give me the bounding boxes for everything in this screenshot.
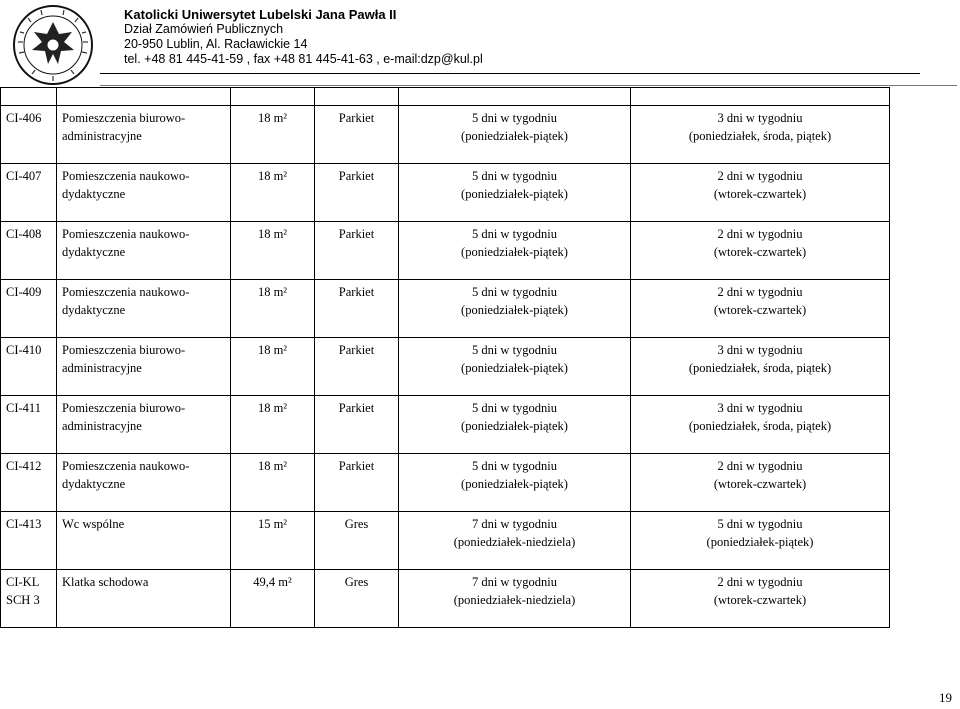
cleaning-frequency-days: (poniedziałek-piątek) — [461, 419, 568, 433]
room-area-text: 18 m² — [257, 169, 288, 183]
room-area — [231, 512, 315, 570]
floor-type — [315, 106, 399, 164]
cleaning-frequency-days: (poniedziałek-niedziela) — [453, 593, 576, 607]
university-seal — [6, 4, 101, 86]
cleaning-frequency-secondary-count: 3 dni w tygodniu — [717, 401, 803, 415]
floor-type-text: Parkiet — [338, 459, 375, 473]
cleaning-frequency-secondary-count: 3 dni w tygodniu — [717, 111, 803, 125]
room-code-text: CI-406 — [6, 111, 42, 125]
floor-type-text: Parkiet — [338, 343, 375, 357]
cleaning-frequency-days: (poniedziałek-piątek) — [461, 245, 568, 259]
cleaning-frequency-count: 5 dni w tygodniu — [471, 343, 558, 357]
cleaning-frequency-secondary — [631, 222, 890, 280]
floor-type — [315, 280, 399, 338]
cleaning-frequency-secondary-count: 3 dni w tygodniu — [717, 343, 803, 357]
room-area — [231, 570, 315, 628]
table-row — [1, 454, 890, 512]
room-code — [1, 454, 57, 512]
cleaning-frequency — [399, 222, 631, 280]
room-type-text: Pomieszczenia naukowo-dydaktyczne — [62, 227, 190, 259]
cleaning-frequency-secondary-days: (wtorek-czwartek) — [713, 245, 807, 259]
room-code-text: CI-412 — [6, 459, 42, 473]
cleaning-frequency-secondary — [631, 164, 890, 222]
letterhead — [124, 7, 483, 67]
cleaning-frequency — [399, 164, 631, 222]
cleaning-frequency-secondary-count: 2 dni w tygodniu — [717, 575, 803, 589]
page-number: 19 — [939, 690, 952, 705]
cleaning-frequency-secondary-count: 2 dni w tygodniu — [717, 169, 803, 183]
room-type-text: Pomieszczenia naukowo-dydaktyczne — [62, 169, 190, 201]
room-type-text: Pomieszczenia biurowo-administracyjne — [62, 111, 186, 143]
floor-type — [315, 222, 399, 280]
cleaning-frequency — [399, 106, 631, 164]
floor-type-text: Gres — [344, 517, 369, 531]
cleaning-frequency — [399, 280, 631, 338]
room-type — [57, 570, 231, 628]
room-type — [57, 222, 231, 280]
cleaning-frequency — [399, 338, 631, 396]
table-top-row — [1, 88, 890, 106]
room-type — [57, 106, 231, 164]
cleaning-frequency-count: 5 dni w tygodniu — [471, 227, 558, 241]
department-name: Dział Zamówień Publicznych — [124, 22, 284, 36]
floor-type — [315, 338, 399, 396]
room-code-text: CI-410 — [6, 343, 42, 357]
floor-type — [315, 570, 399, 628]
table-row — [1, 338, 890, 396]
room-code-text: CI-408 — [6, 227, 42, 241]
floor-type-text: Parkiet — [338, 169, 375, 183]
cleaning-frequency-secondary — [631, 454, 890, 512]
cleaning-frequency — [399, 454, 631, 512]
room-area — [231, 164, 315, 222]
cleaning-frequency-secondary — [631, 106, 890, 164]
room-area-text: 18 m² — [257, 111, 288, 125]
room-code-text: CI-413 — [6, 517, 42, 531]
room-code-text: CI-409 — [6, 285, 42, 299]
floor-type-text: Parkiet — [338, 285, 375, 299]
room-code — [1, 570, 57, 628]
cleaning-frequency-days: (poniedziałek-piątek) — [461, 303, 568, 317]
room-code — [1, 222, 57, 280]
room-type — [57, 512, 231, 570]
room-code — [1, 512, 57, 570]
room-area-text: 18 m² — [257, 459, 288, 473]
room-code — [1, 164, 57, 222]
cleaning-frequency-days: (poniedziałek-piątek) — [461, 129, 568, 143]
cleaning-frequency-secondary-days: (poniedziałek, środa, piątek) — [688, 129, 832, 143]
header-divider-secondary — [100, 85, 957, 86]
room-code — [1, 396, 57, 454]
cleaning-frequency-secondary-days: (wtorek-czwartek) — [713, 477, 807, 491]
room-code-text: CI-407 — [6, 169, 42, 183]
cleaning-frequency-secondary — [631, 512, 890, 570]
cleaning-frequency-secondary-days: (wtorek-czwartek) — [713, 303, 807, 317]
floor-type-text: Parkiet — [338, 111, 375, 125]
room-code — [1, 280, 57, 338]
cleaning-frequency-secondary-count: 2 dni w tygodniu — [717, 459, 803, 473]
cleaning-frequency-count: 5 dni w tygodniu — [471, 401, 558, 415]
cleaning-frequency-secondary — [631, 338, 890, 396]
cleaning-frequency-count: 5 dni w tygodniu — [471, 459, 558, 473]
cleaning-frequency-secondary-days: (poniedziałek-piątek) — [706, 535, 814, 549]
table-row — [1, 164, 890, 222]
cleaning-frequency-days: (poniedziałek-niedziela) — [453, 535, 576, 549]
floor-type — [315, 396, 399, 454]
cleaning-frequency-secondary-days: (wtorek-czwartek) — [713, 187, 807, 201]
room-area — [231, 396, 315, 454]
table-row — [1, 512, 890, 570]
cleaning-frequency-secondary-days: (poniedziałek, środa, piątek) — [688, 361, 832, 375]
header-divider — [100, 73, 920, 74]
cleaning-frequency-secondary-days: (wtorek-czwartek) — [713, 593, 807, 607]
table-row — [1, 396, 890, 454]
cleaning-schedule-table — [0, 87, 890, 628]
room-area — [231, 454, 315, 512]
cleaning-frequency-secondary-count: 2 dni w tygodniu — [717, 227, 803, 241]
room-code — [1, 106, 57, 164]
room-area — [231, 280, 315, 338]
room-area-text: 18 m² — [257, 401, 288, 415]
cleaning-frequency-secondary-days: (poniedziałek, środa, piątek) — [688, 419, 832, 433]
cleaning-frequency-secondary-count: 2 dni w tygodniu — [717, 285, 803, 299]
room-area — [231, 222, 315, 280]
floor-type — [315, 164, 399, 222]
room-type — [57, 454, 231, 512]
cleaning-frequency-count: 5 dni w tygodniu — [471, 285, 558, 299]
room-type-text: Pomieszczenia naukowo-dydaktyczne — [62, 459, 190, 491]
address: 20-950 Lublin, Al. Racławickie 14 — [124, 37, 308, 51]
room-type — [57, 280, 231, 338]
room-area-text: 18 m² — [257, 343, 288, 357]
room-code-text: CI-KL SCH 3 — [6, 575, 40, 607]
room-area-text: 18 m² — [257, 227, 288, 241]
floor-type-text: Parkiet — [338, 401, 375, 415]
cleaning-frequency-days: (poniedziałek-piątek) — [461, 477, 568, 491]
room-area-text: 49,4 m² — [253, 575, 292, 589]
room-type-text: Klatka schodowa — [62, 575, 149, 589]
cleaning-frequency-count: 5 dni w tygodniu — [471, 169, 558, 183]
cleaning-frequency — [399, 570, 631, 628]
table-row — [1, 222, 890, 280]
cleaning-frequency-secondary-count: 5 dni w tygodniu — [717, 517, 803, 531]
university-name: Katolicki Uniwersytet Lubelski Jana Pawła II — [124, 7, 397, 22]
room-type-text: Pomieszczenia naukowo-dydaktyczne — [62, 285, 190, 317]
room-area-text: 15 m² — [257, 517, 288, 531]
room-type-text: Wc wspólne — [62, 517, 125, 531]
cleaning-frequency-secondary — [631, 396, 890, 454]
cleaning-frequency-count: 7 dni w tygodniu — [471, 517, 558, 531]
room-type-text: Pomieszczenia biurowo-administracyjne — [62, 401, 186, 433]
room-code — [1, 338, 57, 396]
table-row — [1, 106, 890, 164]
cleaning-frequency — [399, 396, 631, 454]
cleaning-frequency-count: 7 dni w tygodniu — [471, 575, 558, 589]
cleaning-frequency — [399, 512, 631, 570]
room-type — [57, 338, 231, 396]
floor-type — [315, 454, 399, 512]
cleaning-frequency-secondary — [631, 280, 890, 338]
room-type — [57, 396, 231, 454]
room-area — [231, 338, 315, 396]
room-type-text: Pomieszczenia biurowo-administracyjne — [62, 343, 186, 375]
room-code-text: CI-411 — [6, 401, 41, 415]
floor-type-text: Parkiet — [338, 227, 375, 241]
room-type — [57, 164, 231, 222]
cleaning-frequency-days: (poniedziałek-piątek) — [461, 187, 568, 201]
cleaning-frequency-secondary — [631, 570, 890, 628]
table-row — [1, 280, 890, 338]
floor-type — [315, 512, 399, 570]
room-area-text: 18 m² — [257, 285, 288, 299]
cleaning-frequency-count: 5 dni w tygodniu — [471, 111, 558, 125]
cleaning-frequency-days: (poniedziałek-piątek) — [461, 361, 568, 375]
room-area — [231, 106, 315, 164]
floor-type-text: Gres — [344, 575, 369, 589]
table-row — [1, 570, 890, 628]
contact-line: tel. +48 81 445-41-59 , fax +48 81 445-41-63 , e-mail:dzp@kul.pl — [124, 52, 483, 66]
